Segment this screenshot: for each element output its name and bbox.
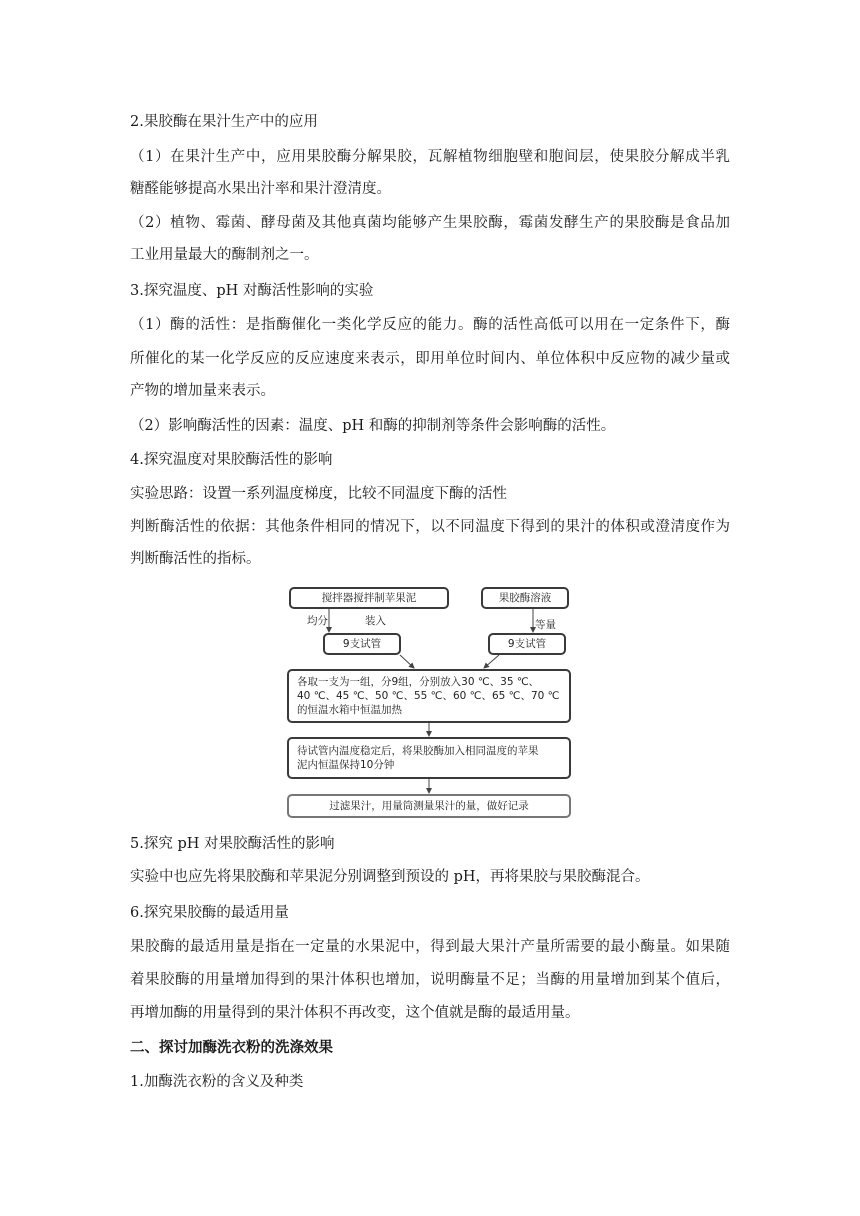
flow-box-pectinase-solution-text: 果胶酶溶液 [498,592,552,604]
paragraph-line: （2）植物、霉菌、酵母菌及其他真菌均能够产生果胶酶，霉菌发酵生产的果胶酶是食品加 [130,215,730,231]
paragraph-line: （1）在果汁生产中，应用果胶酶分解果胶，瓦解植物细胞壁和胞间层，使果胶分解成半乳 [130,149,730,165]
paragraph-line: 所催化的某一化学反应的反应速度来表示，即用单位时间内、单位体积中反应物的减少量或 [130,351,730,367]
flow-box-apple-puree-text: 搅拌器搅拌制苹果泥 [321,592,417,604]
flow-box-left-tubes [323,633,401,655]
flow-heat-line: 各取一支为一组，分9组，分别放入30 ℃、35 ℃、 [297,676,540,688]
paragraph-line: （2）影响酶活性的因素：温度、pH 和酶的抑制剂等条件会影响酶的活性。 [130,418,616,434]
section-heading-detergent: 二、探讨加酶洗衣粉的洗涤效果 [130,1039,333,1056]
paragraph-line: 果胶酶的最适用量是指在一定量的水果泥中，得到最大果汁产量所需要的最小酶量。如果随 [130,939,730,955]
paragraph-line: 产物的增加量来表示。 [130,383,275,399]
flow-box-right-tubes [488,633,566,655]
heading-pectinase-juice: 2.果胶酶在果汁生产中的应用 [130,114,318,130]
heading-detergent-meaning: 1.加酶洗衣粉的含义及种类 [130,1074,304,1090]
arrow-left-tubes-to-heat [400,655,414,668]
paragraph-line: 实验中也应先将果胶酶和苹果泥分别调整到预设的 pH，再将果胶与果胶酶混合。 [130,869,650,885]
experiment-flowchart [283,580,575,822]
flow-box-apple-puree [289,587,449,609]
flow-mix-line: 待试管内温度稳定后，将果胶酶加入相同温度的苹果 [297,745,539,757]
flow-box-pectinase-solution [481,587,569,609]
arrow-right-tubes-to-heat [484,655,499,668]
flow-heat-line: 40 ℃、45 ℃、50 ℃、55 ℃、60 ℃、65 ℃、70 ℃ [297,690,560,702]
paragraph-line: 糖醛能够提高水果出汁率和果汁澄清度。 [130,181,391,197]
flow-box-filter-step [287,794,571,818]
paragraph-line: （1）酶的活性：是指酶催化一类化学反应的能力。酶的活性高低可以用在一定条件下，酶 [130,317,730,333]
heading-temperature-effect: 4.探究温度对果胶酶活性的影响 [130,452,333,468]
heading-temperature-ph: 3.探究温度、pH 对酶活性影响的实验 [130,283,374,299]
paragraph-line: 再增加酶的用量得到的果汁体积不再改变，这个值就是酶的最适用量。 [130,1005,580,1021]
flow-label-equal: 等量 [535,619,556,631]
paragraph-line: 工业用量最大的酶制剂之一。 [130,247,319,263]
flow-heat-line: 的恒温水箱中恒温加热 [297,704,402,716]
flow-box-heat-step [287,669,571,723]
heading-ph-effect: 5.探究 pH 对果胶酶活性的影响 [130,836,335,852]
flow-box-right-tubes-text: 9支试管 [507,638,547,650]
flow-box-filter-step-text: 过滤果汁，用量筒测量果汁的量，做好记录 [329,800,529,812]
flow-box-left-tubes-text: 9支试管 [342,638,382,650]
flow-label-load: 装入 [365,615,386,627]
flow-label-split: 均分 [307,615,328,627]
flow-mix-line: 泥内恒温保持10分钟 [297,759,395,771]
flow-box-mix-step [287,737,571,779]
paragraph-line: 实验思路：设置一系列温度梯度，比较不同温度下酶的活性 [130,486,507,502]
paragraph-line: 判断酶活性的指标。 [130,551,261,567]
paragraph-line: 着果胶酶的用量增加得到的果汁体积也增加，说明酶量不足；当酶的用量增加到某个值后， [130,972,730,988]
heading-optimal-dosage: 6.探究果胶酶的最适用量 [130,905,289,921]
paragraph-line: 判断酶活性的依据：其他条件相同的情况下，以不同温度下得到的果汁的体积或澄清度作为 [130,519,730,535]
